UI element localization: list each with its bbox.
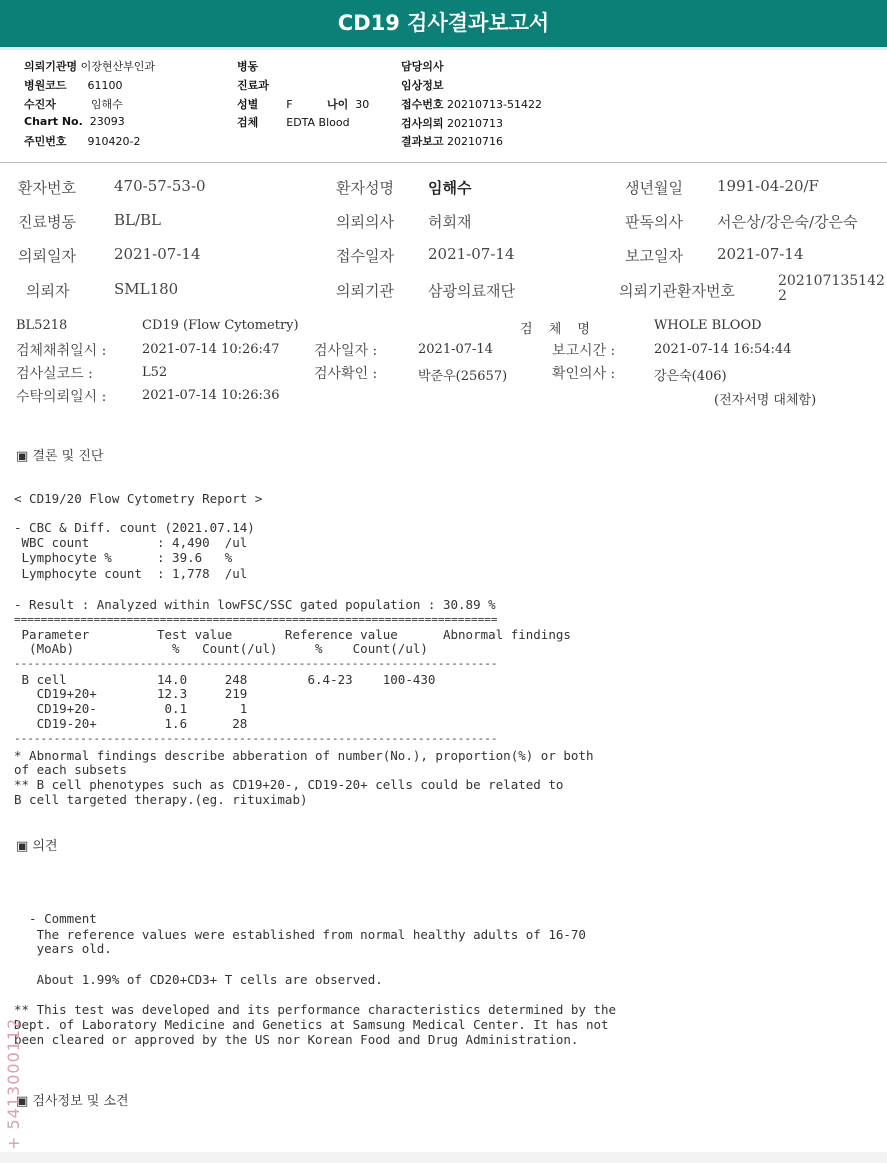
exam-date-label: 검사일자 : [314, 343, 378, 359]
table-row: CD19-20+ 1.6 28 [14, 716, 248, 731]
test-name: CD19 (Flow Cytometry) [142, 318, 299, 333]
cbc-lymph-pct: Lymphocyte % : 39.6 % [14, 550, 233, 565]
cbc-heading: - CBC & Diff. count (2021.07.14) [14, 520, 255, 535]
report-date-value: 2021-07-14 [717, 245, 804, 263]
info-clinical: 임상정보 [401, 79, 444, 92]
separator-single: ------------------------------------------------------------------------- [14, 732, 498, 745]
institution-patient-no-value: 202107135142 2 [778, 273, 885, 304]
info-report-date: 결과보고 20210716 [401, 135, 504, 148]
cbc-lymph-count: Lymphocyte count : 1,778 /ul [14, 566, 248, 581]
info-request-date: 검사의뢰 20210713 [401, 117, 504, 130]
referring-doctor-value: 허회재 [428, 213, 472, 231]
info-patient: 수진자 임해수 [24, 98, 123, 111]
reading-doctor-label: 판독의사 [625, 213, 683, 231]
request-date-label: 의뢰일자 [18, 247, 76, 265]
disclaimer-line: been cleared or approved by the US nor Korean Food and Drug Administration. [14, 1032, 579, 1047]
footnote-2b: B cell targeted therapy.(eg. rituximab) [14, 792, 308, 807]
request-time-value: 2021-07-14 10:26:36 [142, 388, 280, 403]
patient-name-value: 임해수 [428, 179, 472, 197]
footnote-1: * Abnormal findings describe abberation of number(No.), proportion(%) or both [14, 748, 594, 763]
patient-no-value: 470-57-53-0 [114, 177, 206, 195]
top-info-panel [0, 50, 887, 163]
separator-double: ========================================================================= [14, 613, 498, 626]
footnote-1b: of each subsets [14, 762, 127, 777]
specimen-value: WHOLE BLOOD [654, 318, 762, 333]
page-footer [0, 1152, 887, 1163]
ward-label: 진료병동 [18, 213, 76, 231]
info-sex: 성별 F [237, 98, 293, 111]
comment-heading: - Comment [14, 911, 97, 926]
info-doctor: 담당의사 [401, 60, 444, 73]
report-time-value: 2021-07-14 16:54:44 [654, 342, 792, 357]
report-date-label: 보고일자 [625, 247, 683, 265]
table-row: B cell 14.0 248 6.4-23 100-430 [14, 672, 436, 687]
comment-line: years old. [14, 941, 112, 956]
referring-doctor-label: 의뢰의사 [336, 213, 394, 231]
info-hospital-code: 병원코드 61100 [24, 79, 123, 92]
collect-label: 검체채취일시 : [16, 343, 107, 359]
info-department: 진료과 [237, 79, 269, 92]
section-conclusion: ▣ 결론 및 진단 [16, 449, 104, 464]
footnote-2: ** B cell phenotypes such as CD19+20-, CD19-20+ cells could be related to [14, 777, 564, 792]
disclaimer-line: ** This test was developed and its performance characteristics determined by the [14, 1002, 617, 1017]
esign-note: (전자서명 대체함) [714, 393, 817, 408]
receipt-date-label: 접수일자 [336, 247, 394, 265]
doctor-value: 강은숙(406) [654, 369, 727, 384]
separator-single: ------------------------------------------------------------------------- [14, 657, 498, 670]
receipt-date-value: 2021-07-14 [428, 245, 515, 263]
table-header-1: Parameter Test value Reference value Abnormal findings [14, 627, 571, 642]
info-chart-no: Chart No. 23093 [24, 115, 125, 128]
confirm-label: 검사확인 : [314, 366, 378, 382]
report-heading: < CD19/20 Flow Cytometry Report > [14, 491, 263, 506]
confirm-value: 박준우(25657) [418, 369, 508, 384]
specimen-label: 검 체 명 [520, 322, 596, 337]
room-value: L52 [142, 365, 168, 380]
comment-line: About 1.99% of CD20+CD3+ T cells are observed. [14, 972, 383, 987]
request-date-value: 2021-07-14 [114, 245, 201, 263]
birth-label: 생년월일 [625, 179, 683, 197]
cbc-wbc: WBC count : 4,490 /ul [14, 535, 248, 550]
result-line: - Result : Analyzed within lowFSC/SSC gated population : 30.89 % [14, 597, 496, 612]
referring-institution-value: 삼광의료재단 [428, 282, 515, 300]
info-resident-no: 주민번호 910420-2 [24, 135, 141, 148]
section-opinion: ▣ 의견 [16, 839, 58, 854]
info-institution: 의뢰기관명 이장현산부인과 [24, 60, 156, 73]
exam-date-value: 2021-07-14 [418, 342, 493, 357]
info-specimen: 검체 EDTA Blood [237, 116, 350, 129]
requester-label: 의뢰자 [26, 282, 70, 300]
request-time-label: 수탁의뢰일시 : [16, 389, 107, 405]
section-test-info: ▣ 검사정보 및 소견 [16, 1094, 129, 1109]
table-row: CD19+20- 0.1 1 [14, 701, 248, 716]
room-label: 검사실코드 : [16, 366, 93, 382]
birth-value: 1991-04-20/F [717, 177, 819, 195]
table-row: CD19+20+ 12.3 219 [14, 686, 248, 701]
patient-no-label: 환자번호 [18, 179, 76, 197]
patient-name-label: 환자성명 [336, 179, 394, 197]
info-receipt-no: 접수번호 20210713-51422 [401, 98, 542, 111]
ward-value: BL/BL [114, 211, 162, 229]
table-header-2: (MoAb) % Count(/ul) % Count(/ul) [14, 641, 428, 656]
requester-value: SML180 [114, 280, 179, 298]
referring-institution-label: 의뢰기관 [336, 282, 394, 300]
test-code: BL5218 [16, 318, 68, 333]
doctor-label: 확인의사 : [552, 366, 616, 382]
reading-doctor-value: 서은상/강은숙/강은숙 [717, 213, 858, 231]
info-age: 나이 30 [327, 98, 370, 111]
side-stamp: + 5413000112 [4, 1017, 23, 1150]
info-ward: 병동 [237, 60, 259, 73]
institution-patient-no-label: 의뢰기관환자번호 [619, 282, 735, 300]
comment-line: The reference values were established from normal healthy adults of 16-70 [14, 927, 586, 942]
report-title: CD19 검사결과보고서 [0, 0, 887, 50]
disclaimer-line: Dept. of Laboratory Medicine and Genetics at Samsung Medical Center. It has not [14, 1017, 609, 1032]
collect-value: 2021-07-14 10:26:47 [142, 342, 280, 357]
report-time-label: 보고시간 : [552, 343, 616, 359]
